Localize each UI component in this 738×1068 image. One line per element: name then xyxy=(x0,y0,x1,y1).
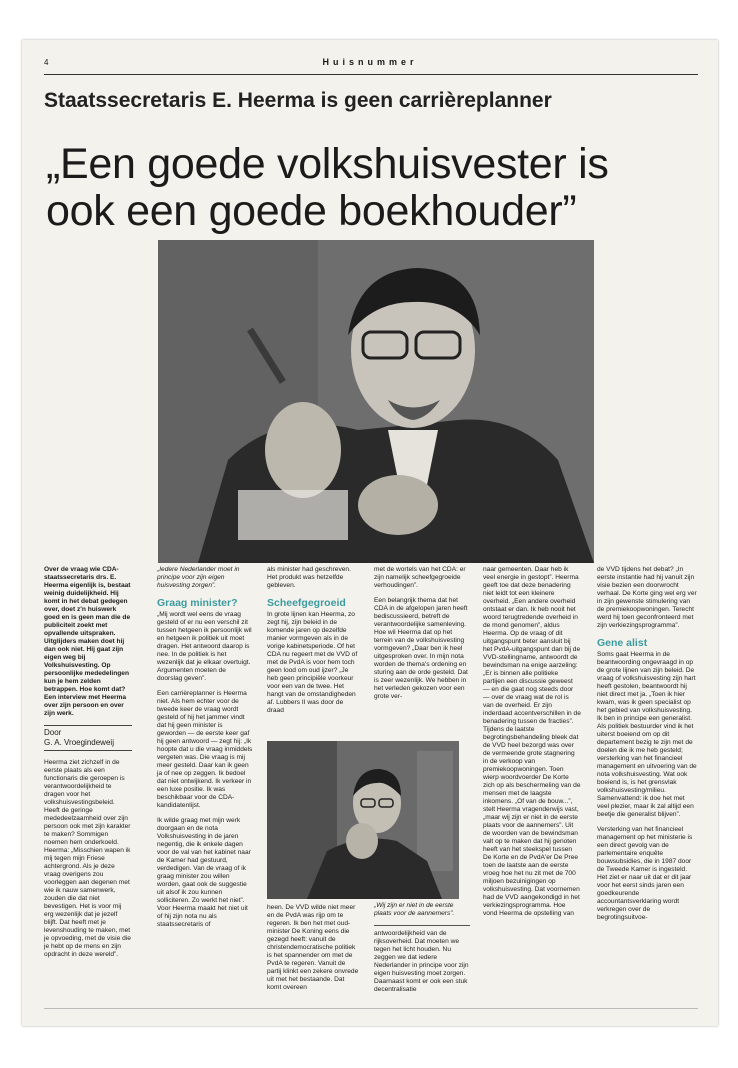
column-5 xyxy=(483,566,581,925)
column-2 xyxy=(157,566,253,936)
column-4-p1: met de wortels van het CDA: er zijn namelijk scheefgegroeide verhoudingen”. xyxy=(374,566,466,589)
newspaper-page xyxy=(22,40,718,1026)
byline-prefix: Door xyxy=(44,728,62,737)
column-4-p2: Een belangrijk thema dat het CDA in de afgelopen jaren heeft bediscussieerd, betreft de verantwoordelijke samenleving. Hoe wil Heerma dat op het terrein van de volkshuisvesting vormgeven? „Daar ben ik heel uitgesproken over. In mijn nota worden de thema's ordening en sturing aan de orde gesteld. Dat is zeer wezenlijk. We hebben in het verleden gekozen voor een grote ver- xyxy=(374,597,468,700)
header-rule xyxy=(44,74,698,75)
column-3-p1: als minister had geschreven. Het produkt was hetzelfde gebleven. xyxy=(267,566,351,589)
column-2-p1: „Mij wordt wel eens de vraag gesteld of er nu een verschil zit tussen hetgeen ik persoonlijk wil en hetgeen ik politiek uit moet dragen. Het antwoord daarop is nee. In de politiek is het wezenlijk dat je elkaar overtuigt. Argumenten moeten de doorslag geven”. xyxy=(157,611,252,682)
column-1-text: Heerma ziet zichzelf in de eerste plaats als een functionaris die geroepen is verantwoordelijkheid te dragen voor het volkshuisvestingsbeleid. Heeft de geringe mededeelzaamheid over zijn persoon ook met zijn karakter te maken? Sommigen noemen hem onderkoeld. Heerma: „Misschien wapen ik mij tegen mijn Friese achtergrond. Als je deze vraag overigens zou voorleggen aan degenen met wie ik nauw samenwerk, zouden die dat niet bevestigen. Het is voor mij erg wezenlijk dat je jezelf blijft. Dat heeft met je levenshouding te maken, met je opvoeding, met de visie die je hebt op de mens en zijn opdracht in deze wereld”. xyxy=(44,759,131,958)
kicker-headline: Staatssecretaris E. Heerma is geen carrièreplanner xyxy=(44,89,552,112)
column-3-lower xyxy=(267,904,359,999)
column-3-p3: heen. De VVD wilde niet meer en de PvdA was rijp om te regeren. Ik ben het met oud-minister De Koning eens die gezegd heeft: vanuit de christendemocratische politiek is het spannender om met de PvdA te regeren. Vanuit de partij klinkt een zekere onvrede uit met het bestaande. Dat komt overeen xyxy=(267,904,359,991)
column-4 xyxy=(374,566,470,708)
quote-rule xyxy=(374,925,470,926)
column-6-p3: Versterking van het financieel management op het ministerie is een direct gevolg van de parlementaire enquête bouwsubsidies, die in 1987 door de Tweede Kamer is ingesteld. Het ziet er naar uit dat er dit jaar voor het eerst sinds jaren een goedkeurende accountantsverklaring wordt verkregen over de begrotingsuitvoe- xyxy=(597,826,693,921)
headline-line-1: „Een goede volkshuisvester is xyxy=(46,140,609,188)
column-3 xyxy=(267,566,359,722)
footer-rule xyxy=(44,1008,698,1009)
column-6-p1: de VVD tijdens het debat? „In eerste instantie had hij vanuit zijn visie bezien een doorwrocht verhaal. De Korte ging wel erg ver in zijn gewenste stimulering van de premiekoopwoningen. Terecht werd hij toen geconfronteerd met zijn verkiezingsprogramma”. xyxy=(597,566,697,629)
column-6 xyxy=(597,566,697,929)
column-3-p2: In grote lijnen kan Heerma, zo zegt hij, zijn beleid in de komende jaren op dezelfde manier vormgeven als in de vorige kabinetsperiode. Of het CDA nu regeert met de VVD of met de PvdA is voor hem toch geen lood om oud ijzer? „Je heb geen principiële voorkeur voor een van de twee. Het hangt van de omstandigheden af. Lubbers II was door de draad xyxy=(267,611,358,714)
byline-author: G. A. Vroegindeweij xyxy=(44,738,114,747)
pull-quote-2: „Wij zijn er niet in de eerste plaats voor de aannemers”. xyxy=(374,902,455,917)
intro-text: Over de vraag wie CDA-staatssecretaris drs. E. Heerma eigenlijk is, bestaat weinig duidelijkheid. Hij komt in het debat gedegen over, doet z'n huiswerk goed en is geen man die de publiciteit zoekt met opvallende uitspraken. Uitglijders maken doet hij dan ook niet. Hij gaat zijn eigen weg bij Volkshuisvesting. Op persoonlijke mededelingen kun je hem zelden betrappen. Hoe komt dat? Een interview met Heerma over zijn persoon en over zijn werk. xyxy=(44,566,131,717)
column-1 xyxy=(44,566,132,966)
portrait-photo xyxy=(158,240,594,563)
page-number: 4 xyxy=(44,58,49,67)
column-2-p2: Een carrièreplanner is Heerma niet. Als hem echter voor de tweede keer de vraag wordt gesteld of hij het jammer vindt dat hij geen minister is geworden — de eerste keer gaf hij geen antwoord — zegt hij: „Ik hoopte dat u die vraag inmiddels vergeten was. Die vraag is mij meer gesteld. Daar kan ik geen ja of nee op zeggen. Ik bedoel dat niet ontwijkend. Ik verkeer in een luxe positie. Ik was beschikbaar voor de CDA-kandidatenlijst. xyxy=(157,690,253,809)
subheading-generalist: Gene alist xyxy=(597,637,648,649)
column-5-text: naar gemeenten. Daar heb ik veel energie in gestopt”. Heerma geeft toe dat deze benadering niet leidt tot een kleinere overheid. „Een andere overheid ontstaat er dan. Ik heb nooit het woord terugtredende overheid in de mond genomen”, aldus Heerma. Op de vraag of dit uitgangspunt beter aansluit bij het PvdA-uitgangspunt dan bij de VVD-stellingname, antwoordt de bewindsman na enige aarzeling: „Er is binnen alle politieke partijen een discussie geweest — en die gaat nog steeds door — over de vraag wat de rol is van de overheid. Er zijn inderdaad accentverschillen in de benadering tussen de fracties”. Tijdens de laatste begrotingsbehandeling bleek dat de VVD heel bezorgd was over de vermeende grote stagnering in de verkoop van premiekoopwoningen. Toen wierp woordvoerder De Korte zich op als beschermeling van de mensen met de laagste inkomens. „Of van de bouw...”, stelt Heerma vragenderwijs vast, „maar wij zijn er niet in de eerste plaats voor de aannemers”. Uit de woorden van de bewindsman valt op te maken dat hij genoten heeft van het steekspel tussen De Korte en de PvdA'er De Pree toen de laatste aan de eerste vroeg hoe het nu zit met de 700 miljoen bezuinigingen op volkshuisvesting. Dat voornemen had de VVD aangekondigd in het verkiezingsprogramma. Hoe vond Heerma de opstelling van xyxy=(483,566,581,917)
inset-photo xyxy=(267,741,459,899)
column-4-p3: antwoordelijkheid van de rijksoverheid. Dat moeten we tegen het licht houden. Nu zeggen we dat iedere Nederlander in principe voor zijn eigen huisvesting moet zorgen. Daarnaast komt er ook een stuk decentralisatie xyxy=(374,930,469,993)
pull-quote-1: „Iedere Nederlander moet in principe voor zijn eigen huisvesting zorgen”. xyxy=(157,566,240,589)
column-6-p2: Soms gaat Heerma in de beantwoording ongevraagd in op de grote lijnen van zijn beleid. De vraag of volkshuisvesting zijn hart heeft gestolen, beantwoordt hij niet direct met ja. „Toen ik hier kwam, was ik geen specialist op het gebied van volkshuisvesting. Ik ben in principe een generalist. Als politiek bestuurder vind ik het uiterst boeiend om op dit departement bezig te zijn met de doelen die ik me heb gesteld; versterking van het financieel management en uitvoering van de nota volkshuisvesting. Wat ook boeiend is, is het grensvlak volkshuisvesting/milieu. Samenvattend: ik doe het met veel plezier, maar ik zal altijd een beetje die generalist blijven”. xyxy=(597,651,697,818)
subheading-graag-minister: Graag minister? xyxy=(157,597,238,609)
subheading-scheefgegroeid: Scheefgegroeid xyxy=(267,597,346,609)
section-title: Huisnummer xyxy=(322,57,418,67)
byline xyxy=(44,725,132,751)
column-4-lower xyxy=(374,902,470,1001)
headline-line-2: ook een goede boekhouder” xyxy=(46,187,577,235)
column-2-p3: Ik wilde graag met mijn werk doorgaan en de nota Volkshuisvesting in de jaren negentig, die ik enkele dagen voor de val van het kabinet naar de Kamer had gestuurd, verdedigen. Van de vraag of ik graag minister zou willen worden, gaat ook de suggestie uit alsof ik zou kunnen solliciteren. Zo werkt het niet”. Voor Heerma maakt het niet uit of hij zijn nota nu als staatssecretaris of xyxy=(157,817,251,928)
